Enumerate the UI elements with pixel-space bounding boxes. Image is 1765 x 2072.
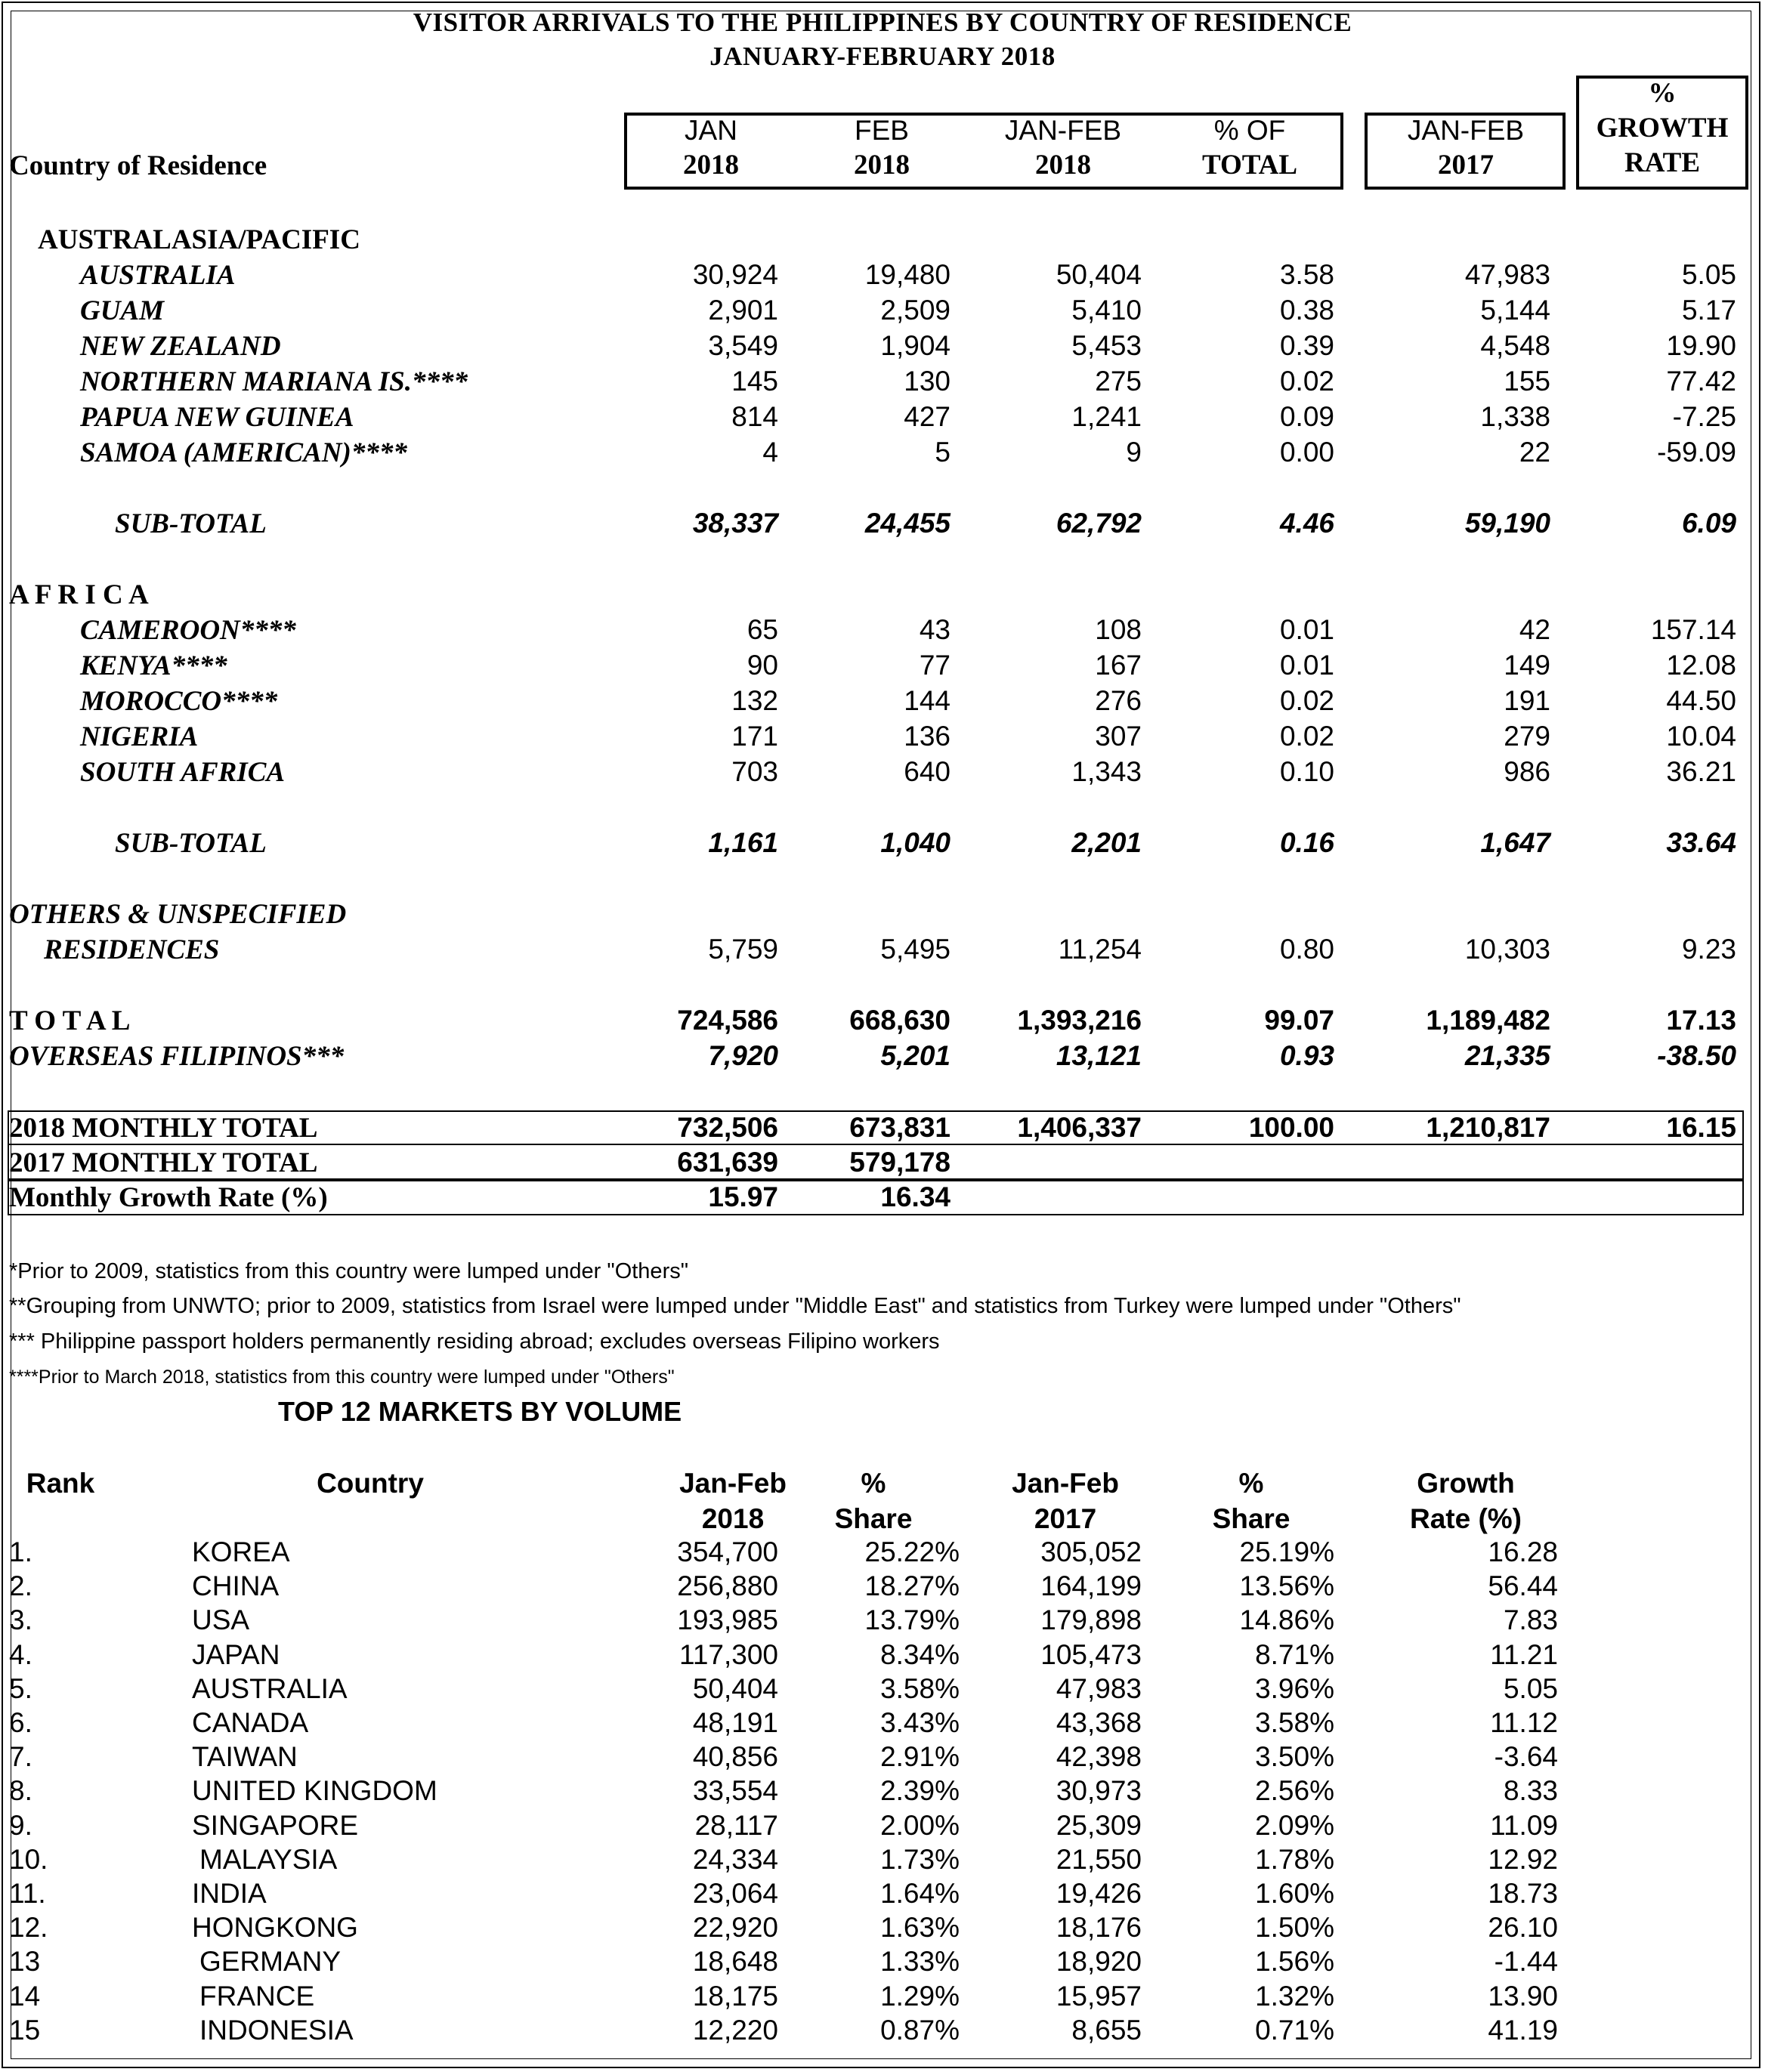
- top12-rank: 12.: [9, 1912, 48, 1943]
- top12-header-5: [982, 1465, 1148, 1536]
- top12-rank: 2.: [9, 1570, 32, 1601]
- subtotal-row-col-1: 1,161: [708, 827, 778, 858]
- top12-share-2017: 8.71%: [1255, 1639, 1334, 1670]
- subtotal-row-col-5: 59,190: [1464, 508, 1550, 539]
- monthly-label: Monthly Growth Rate (%): [9, 1182, 328, 1213]
- top12-share-2017: 1.60%: [1255, 1878, 1334, 1909]
- monthly-row-col-2: 673,831: [849, 1112, 951, 1143]
- top12-value-2018: 40,856: [692, 1741, 778, 1772]
- subtotal-row-col-2: 24,455: [864, 508, 951, 539]
- top12-growth: 7.83: [1503, 1604, 1558, 1635]
- monthly-label: 2018 MONTHLY TOTAL: [9, 1113, 318, 1144]
- table-row-col-3: 5,410: [1071, 295, 1142, 326]
- overseas-row-col-2: 5,201: [880, 1040, 951, 1071]
- table-row-col-2: 640: [904, 756, 951, 787]
- footnote-1: *Prior to 2009, statistics from this country were lumped under "Others": [9, 1259, 689, 1283]
- table-row-col-6: 157.14: [1650, 614, 1736, 645]
- top12-share-2017: 1.56%: [1255, 1946, 1334, 1977]
- top12-header-line: Country: [317, 1468, 424, 1499]
- top12-header-line: 2018: [701, 1503, 765, 1534]
- top12-value-2017: 18,176: [1056, 1912, 1142, 1943]
- footnote-3: *** Philippine passport holders permanently residing abroad; excludes overseas Filipino workers: [9, 1329, 940, 1354]
- total-row-col-2: 668,630: [849, 1005, 951, 1036]
- top12-share-2018: 3.43%: [880, 1707, 960, 1738]
- top12-share-2017: 3.96%: [1255, 1673, 1334, 1704]
- top12-share-2017: 3.50%: [1255, 1741, 1334, 1772]
- table-row-col-1: 145: [731, 366, 778, 397]
- top12-header-3: [650, 1465, 816, 1536]
- top12-share-2018: 1.63%: [880, 1912, 960, 1943]
- table-row-col-2: 130: [904, 366, 951, 397]
- column-header-2: [799, 113, 965, 183]
- total-row-col-5: 1,189,482: [1426, 1005, 1550, 1036]
- column-header-line: 2018: [854, 150, 910, 181]
- column-header-5: [1383, 113, 1549, 183]
- monthly-row-col-1: 631,639: [677, 1147, 778, 1178]
- top12-value-2018: 50,404: [692, 1673, 778, 1704]
- top12-header-line: %: [1238, 1468, 1264, 1499]
- footnote-4: ****Prior to March 2018, statistics from this country were lumped under "Others": [9, 1366, 675, 1388]
- top12-growth: 41.19: [1488, 2015, 1558, 2046]
- top12-share-2017: 14.86%: [1239, 1604, 1334, 1635]
- page-subtitle: JANUARY-FEBRUARY 2018: [709, 42, 1056, 71]
- top12-share-2018: 1.33%: [880, 1946, 960, 1977]
- top12-share-2018: 2.00%: [880, 1810, 960, 1841]
- column-header-4: [1167, 113, 1333, 183]
- top12-rank: 4.: [9, 1639, 32, 1670]
- top12-country: MALAYSIA: [199, 1844, 338, 1875]
- top12-share-2018: 25.22%: [864, 1536, 960, 1567]
- overseas-row-col-3: 13,121: [1056, 1040, 1142, 1071]
- total-row-col-3: 1,393,216: [1017, 1005, 1142, 1036]
- top12-header-line: Share: [1212, 1503, 1291, 1534]
- subtotal-row-col-3: 62,792: [1056, 508, 1142, 539]
- top12-value-2017: 42,398: [1056, 1741, 1142, 1772]
- top12-share-2018: 0.87%: [880, 2015, 960, 2046]
- table-row-col-5: 22: [1519, 437, 1550, 468]
- others-row-col-3: 11,254: [1058, 934, 1142, 965]
- table-row-col-6: 5.17: [1681, 295, 1736, 326]
- top12-growth: -1.44: [1494, 1946, 1558, 1977]
- table-row-col-5: 149: [1504, 650, 1550, 681]
- monthly-row-col-4: 100.00: [1248, 1112, 1334, 1143]
- overseas-row-col-4: 0.93: [1279, 1040, 1334, 1071]
- column-header-1: [628, 113, 794, 183]
- table-row-col-2: 19,480: [864, 259, 951, 290]
- top12-country: CANADA: [192, 1707, 309, 1738]
- top12-share-2017: 1.78%: [1255, 1844, 1334, 1875]
- top12-rank: 3.: [9, 1604, 32, 1635]
- top12-growth: 12.92: [1488, 1844, 1558, 1875]
- top12-header-line: Jan-Feb: [679, 1468, 787, 1499]
- overseas-row-col-6: -38.50: [1657, 1040, 1736, 1071]
- top12-value-2017: 47,983: [1056, 1673, 1142, 1704]
- table-row-col-2: 77: [919, 650, 951, 681]
- table-row-col-6: 36.21: [1666, 756, 1736, 787]
- subtotal-row-col-5: 1,647: [1480, 827, 1550, 858]
- top12-rank: 7.: [9, 1741, 32, 1772]
- table-row-col-4: 0.09: [1279, 401, 1334, 432]
- top12-title: TOP 12 MARKETS BY VOLUME: [278, 1396, 682, 1427]
- column-header-3: [980, 113, 1146, 183]
- top12-share-2018: 1.29%: [880, 1981, 960, 2012]
- top12-header-line: Jan-Feb: [1012, 1468, 1119, 1499]
- top12-value-2017: 18,920: [1056, 1946, 1142, 1977]
- top12-rank: 5.: [9, 1673, 32, 1704]
- table-row-col-2: 1,904: [880, 330, 951, 361]
- table-row-col-2: 2,509: [880, 295, 951, 326]
- table-row-col-4: 0.10: [1279, 756, 1334, 787]
- table-row-col-5: 1,338: [1480, 401, 1550, 432]
- country-label: NORTHERN MARIANA IS.****: [80, 366, 468, 397]
- table-row-col-4: 3.58: [1279, 259, 1334, 290]
- top12-value-2017: 19,426: [1056, 1878, 1142, 1909]
- column-header-line: 2018: [1035, 150, 1091, 181]
- subtotal-row-col-4: 0.16: [1279, 827, 1334, 858]
- total-row-col-6: 17.13: [1666, 1005, 1736, 1036]
- column-header-line: 2018: [683, 150, 739, 181]
- others-row-col-4: 0.80: [1279, 934, 1334, 965]
- column-header-line: %: [1648, 78, 1677, 109]
- subtotal-row-col-4: 4.46: [1279, 508, 1334, 539]
- top12-growth: 56.44: [1488, 1570, 1558, 1601]
- top12-value-2018: 256,880: [677, 1570, 778, 1601]
- table-row-col-4: 0.02: [1279, 685, 1334, 716]
- top12-value-2018: 18,175: [692, 1981, 778, 2012]
- top12-header-line: Share: [834, 1503, 913, 1534]
- subtotal-label: SUB-TOTAL: [115, 828, 267, 859]
- table-row-col-5: 42: [1519, 614, 1550, 645]
- subtotal-row-col-6: 33.64: [1666, 827, 1736, 858]
- table-row-col-5: 5,144: [1480, 295, 1550, 326]
- country-label: SAMOA (AMERICAN)****: [80, 437, 407, 468]
- column-header-line: GROWTH: [1596, 113, 1729, 144]
- country-label: PAPUA NEW GUINEA: [80, 402, 354, 433]
- table-row-col-3: 50,404: [1056, 259, 1142, 290]
- table-row-col-5: 986: [1504, 756, 1550, 787]
- top12-share-2017: 3.58%: [1255, 1707, 1334, 1738]
- top12-value-2017: 30,973: [1056, 1775, 1142, 1806]
- top12-header-7: [1390, 1465, 1541, 1536]
- column-header-line: 2017: [1438, 150, 1494, 181]
- country-label: KENYA****: [80, 650, 227, 681]
- top12-rank: 9.: [9, 1810, 32, 1841]
- top12-growth: 18.73: [1488, 1878, 1558, 1909]
- top12-value-2018: 28,117: [694, 1810, 778, 1841]
- overseas-row-col-1: 7,920: [708, 1040, 778, 1071]
- country-label: SOUTH AFRICA: [80, 757, 286, 788]
- top12-country: CHINA: [192, 1570, 280, 1601]
- table-row-col-1: 30,924: [692, 259, 778, 290]
- monthly-row-col-5: 1,210,817: [1426, 1112, 1550, 1143]
- top12-value-2018: 22,920: [692, 1912, 778, 1943]
- top12-value-2018: 48,191: [692, 1707, 778, 1738]
- total-row-col-1: 724,586: [677, 1005, 778, 1036]
- table-row-col-1: 90: [746, 650, 778, 681]
- table-row-col-1: 65: [746, 614, 778, 645]
- subtotal-row-col-6: 6.09: [1681, 508, 1736, 539]
- top12-value-2017: 8,655: [1071, 2015, 1142, 2046]
- others-label-line2: RESIDENCES: [44, 934, 220, 965]
- overseas-row-col-5: 21,335: [1464, 1040, 1550, 1071]
- table-row-col-1: 814: [731, 401, 778, 432]
- country-of-residence-header: Country of Residence: [9, 150, 267, 181]
- top12-country: HONGKONG: [192, 1912, 358, 1943]
- top12-value-2017: 164,199: [1040, 1570, 1142, 1601]
- top12-value-2017: 305,052: [1040, 1536, 1142, 1567]
- country-label: CAMEROON****: [80, 615, 296, 646]
- top12-value-2017: 179,898: [1040, 1604, 1142, 1635]
- table-row-col-1: 4: [762, 437, 778, 468]
- top12-share-2017: 1.32%: [1255, 1981, 1334, 2012]
- top12-growth: 13.90: [1488, 1981, 1558, 2012]
- top12-value-2018: 33,554: [692, 1775, 778, 1806]
- top12-value-2018: 117,300: [679, 1639, 778, 1670]
- top12-share-2017: 25.19%: [1239, 1536, 1334, 1567]
- table-row-col-3: 9: [1126, 437, 1142, 468]
- table-row-col-2: 5: [935, 437, 951, 468]
- top12-value-2018: 18,648: [692, 1946, 778, 1977]
- column-header-line: RATE: [1624, 147, 1701, 178]
- subtotal-label: SUB-TOTAL: [115, 508, 267, 539]
- country-label: GUAM: [80, 295, 165, 326]
- table-row-col-5: 155: [1504, 366, 1550, 397]
- top12-share-2018: 1.73%: [880, 1844, 960, 1875]
- monthly-row-col-2: 579,178: [849, 1147, 951, 1178]
- top12-value-2018: 24,334: [692, 1844, 778, 1875]
- top12-share-2018: 13.79%: [864, 1604, 960, 1635]
- top12-country: INDIA: [192, 1878, 267, 1909]
- top12-rank: 11.: [9, 1878, 46, 1909]
- top12-value-2017: 25,309: [1056, 1810, 1142, 1841]
- subtotal-row-col-1: 38,337: [692, 508, 778, 539]
- top12-share-2017: 2.09%: [1255, 1810, 1334, 1841]
- table-row-col-6: -7.25: [1672, 401, 1736, 432]
- top12-share-2018: 8.34%: [880, 1639, 960, 1670]
- top12-country: FRANCE: [199, 1981, 315, 2012]
- table-row-col-3: 307: [1095, 721, 1142, 752]
- top12-value-2017: 15,957: [1056, 1981, 1142, 2012]
- monthly-row-col-1: 15.97: [708, 1181, 778, 1212]
- top12-header-line: Rate (%): [1409, 1503, 1522, 1534]
- total-row-col-4: 99.07: [1264, 1005, 1334, 1036]
- others-row-col-6: 9.23: [1681, 934, 1736, 965]
- table-row-col-1: 2,901: [708, 295, 778, 326]
- table-row-col-4: 0.01: [1279, 614, 1334, 645]
- top12-rank: 13: [9, 1946, 41, 1977]
- table-row-col-3: 1,241: [1071, 401, 1142, 432]
- top12-country: UNITED KINGDOM: [192, 1775, 437, 1806]
- overseas-label: OVERSEAS FILIPINOS***: [9, 1041, 345, 1072]
- top12-country: GERMANY: [199, 1946, 342, 1977]
- table-row-col-5: 191: [1504, 685, 1550, 716]
- others-row-col-5: 10,303: [1464, 934, 1550, 965]
- top12-share-2018: 3.58%: [880, 1673, 960, 1704]
- top12-growth: 16.28: [1488, 1536, 1558, 1567]
- top12-share-2017: 0.71%: [1255, 2015, 1334, 2046]
- total-label: T O T A L: [9, 1005, 131, 1036]
- column-header-line: FEB: [855, 115, 909, 146]
- column-header-line: % OF: [1213, 115, 1286, 146]
- page-title: VISITOR ARRIVALS TO THE PHILIPPINES BY COUNTRY OF RESIDENCE: [413, 8, 1352, 37]
- table-row-col-6: 19.90: [1666, 330, 1736, 361]
- table-row-col-6: -59.09: [1657, 437, 1736, 468]
- country-label: AUSTRALIA: [80, 260, 236, 291]
- top12-share-2018: 18.27%: [864, 1570, 960, 1601]
- table-row-col-1: 3,549: [708, 330, 778, 361]
- column-header-line: JAN-FEB: [1407, 115, 1525, 146]
- table-row-col-1: 171: [731, 721, 778, 752]
- top12-share-2018: 2.39%: [880, 1775, 960, 1806]
- table-row-col-6: 5.05: [1681, 259, 1736, 290]
- table-row-col-4: 0.00: [1279, 437, 1334, 468]
- monthly-row-col-2: 16.34: [880, 1181, 951, 1212]
- table-row-col-3: 5,453: [1071, 330, 1142, 361]
- top12-share-2018: 1.64%: [880, 1878, 960, 1909]
- table-row-col-4: 0.02: [1279, 721, 1334, 752]
- subtotal-row-col-3: 2,201: [1071, 827, 1142, 858]
- top12-header-line: Rank: [26, 1468, 95, 1499]
- top12-growth: -3.64: [1494, 1741, 1558, 1772]
- section-heading: AUSTRALASIA/PACIFIC: [38, 224, 360, 255]
- column-header-line: JAN: [685, 115, 737, 146]
- table-row-col-3: 108: [1095, 614, 1142, 645]
- table-row-col-4: 0.39: [1279, 330, 1334, 361]
- others-label-line1: OTHERS & UNSPECIFIED: [9, 899, 347, 930]
- top12-share-2017: 13.56%: [1239, 1570, 1334, 1601]
- top12-value-2018: 23,064: [692, 1878, 778, 1909]
- table-row-col-3: 167: [1095, 650, 1142, 681]
- top12-share-2018: 2.91%: [880, 1741, 960, 1772]
- top12-country: KOREA: [192, 1536, 290, 1567]
- table-row-col-5: 47,983: [1464, 259, 1550, 290]
- top12-growth: 26.10: [1488, 1912, 1558, 1943]
- table-row-col-2: 43: [919, 614, 951, 645]
- top12-header-2: [257, 1465, 484, 1501]
- top12-country: USA: [192, 1604, 250, 1635]
- top12-rank: 6.: [9, 1707, 32, 1738]
- top12-header-1: [8, 1465, 113, 1501]
- top12-value-2018: 193,985: [677, 1604, 778, 1635]
- table-row-col-2: 136: [904, 721, 951, 752]
- column-header-6: [1579, 76, 1745, 181]
- top12-rank: 1.: [9, 1536, 32, 1567]
- top12-growth: 11.21: [1490, 1639, 1558, 1670]
- section-heading: A F R I C A: [9, 579, 149, 610]
- monthly-row-col-3: 1,406,337: [1017, 1112, 1142, 1143]
- table-row-col-5: 279: [1504, 721, 1550, 752]
- country-label: NEW ZEALAND: [80, 331, 281, 362]
- table-row-col-3: 275: [1095, 366, 1142, 397]
- top12-growth: 8.33: [1503, 1775, 1558, 1806]
- column-header-line: TOTAL: [1201, 150, 1298, 181]
- country-label: NIGERIA: [80, 721, 199, 752]
- table-row-col-2: 427: [904, 401, 951, 432]
- top12-value-2017: 105,473: [1040, 1639, 1142, 1670]
- top12-header-line: 2017: [1034, 1503, 1097, 1534]
- table-row-col-4: 0.02: [1279, 366, 1334, 397]
- top12-header-line: Growth: [1417, 1468, 1515, 1499]
- table-row-col-6: 77.42: [1666, 366, 1736, 397]
- footnote-2: **Grouping from UNWTO; prior to 2009, statistics from Israel were lumped under "Middle East" and statistics from Turkey were lumped under "Others": [9, 1294, 1461, 1318]
- table-row-col-6: 44.50: [1666, 685, 1736, 716]
- table-row-col-6: 12.08: [1666, 650, 1736, 681]
- top12-country: SINGAPORE: [192, 1810, 358, 1841]
- top12-value-2017: 21,550: [1056, 1844, 1142, 1875]
- top12-growth: 11.12: [1490, 1707, 1558, 1738]
- top12-growth: 11.09: [1490, 1810, 1558, 1841]
- table-row-col-3: 276: [1095, 685, 1142, 716]
- top12-header-line: %: [861, 1468, 886, 1499]
- table-row-col-1: 703: [731, 756, 778, 787]
- top12-rank: 15: [9, 2015, 41, 2046]
- table-row-col-4: 0.38: [1279, 295, 1334, 326]
- top12-share-2017: 2.56%: [1255, 1775, 1334, 1806]
- top12-country: INDONESIA: [199, 2015, 354, 2046]
- top12-rank: 14: [9, 1981, 41, 2012]
- top12-header-6: [1176, 1465, 1327, 1536]
- top12-country: JAPAN: [192, 1639, 280, 1670]
- table-row-col-5: 4,548: [1480, 330, 1550, 361]
- others-row-col-2: 5,495: [880, 934, 951, 965]
- top12-value-2018: 12,220: [692, 2015, 778, 2046]
- table-row-col-2: 144: [904, 685, 951, 716]
- top12-growth: 5.05: [1503, 1673, 1558, 1704]
- table-row-col-6: 10.04: [1666, 721, 1736, 752]
- others-row-col-1: 5,759: [708, 934, 778, 965]
- table-row-col-1: 132: [731, 685, 778, 716]
- top12-header-4: [805, 1465, 941, 1536]
- top12-value-2017: 43,368: [1056, 1707, 1142, 1738]
- monthly-row-col-1: 732,506: [677, 1112, 778, 1143]
- top12-value-2018: 354,700: [677, 1536, 778, 1567]
- top12-share-2017: 1.50%: [1255, 1912, 1334, 1943]
- monthly-row-col-6: 16.15: [1666, 1112, 1736, 1143]
- subtotal-row-col-2: 1,040: [880, 827, 951, 858]
- top12-rank: 10.: [9, 1844, 48, 1875]
- monthly-label: 2017 MONTHLY TOTAL: [9, 1147, 318, 1178]
- table-row-col-3: 1,343: [1071, 756, 1142, 787]
- table-row-col-4: 0.01: [1279, 650, 1334, 681]
- country-label: MOROCCO****: [80, 686, 278, 717]
- column-header-line: JAN-FEB: [1004, 115, 1122, 146]
- top12-rank: 8.: [9, 1775, 32, 1806]
- top12-country: TAIWAN: [192, 1741, 298, 1772]
- top12-country: AUSTRALIA: [192, 1673, 348, 1704]
